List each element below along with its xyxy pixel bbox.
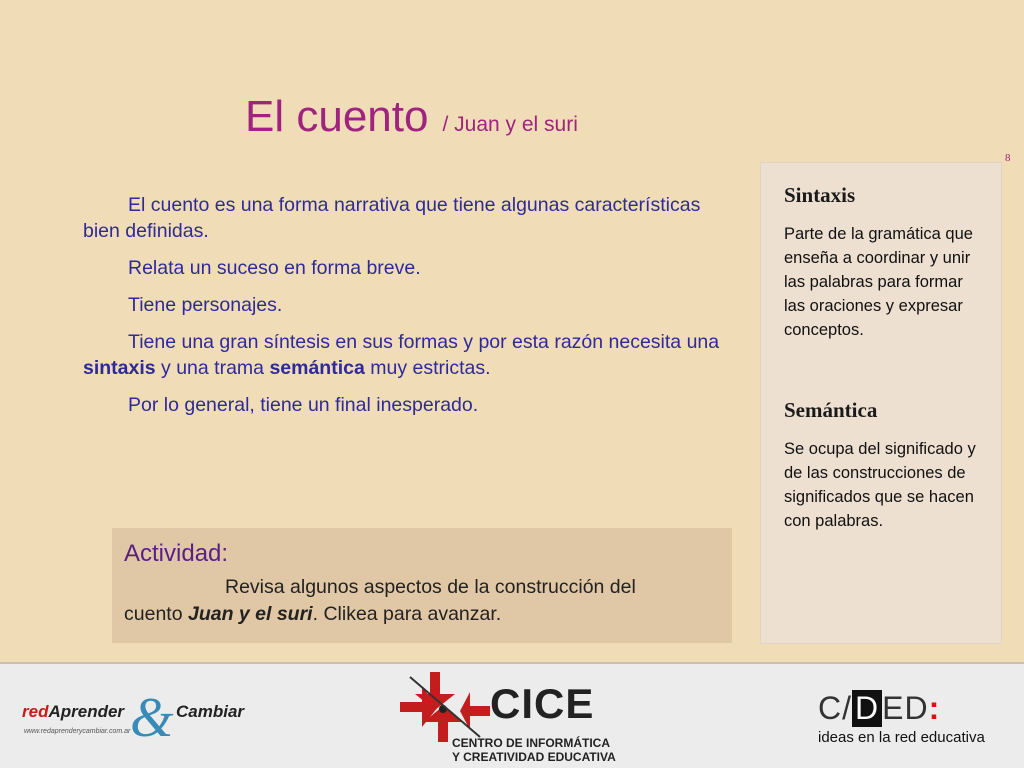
paragraph-4-text-e: muy estrictas. (364, 357, 491, 379)
slide-title (245, 92, 578, 142)
glossary-panel (760, 162, 1002, 644)
redaprender-logo[interactable] (22, 687, 262, 750)
glossary-term-sintaxis: Sintaxis (784, 183, 856, 207)
glossary-def-sintaxis: Parte de la gramática que enseña a coordinar y unir las palabras para formar las oraciones y expresar conceptos. (784, 225, 973, 339)
title-main: El cuento (245, 92, 429, 141)
cided-ed: ED (882, 690, 929, 726)
page-number: 8 (1005, 152, 1011, 164)
keyword-semantica: semántica (269, 357, 365, 379)
paragraph-4-text-c: y una trama (155, 357, 270, 379)
cided-logo[interactable] (818, 690, 1008, 760)
footer-logos (0, 664, 1024, 768)
activity-box[interactable] (112, 528, 732, 643)
activity-text-a: Revisa algunos aspectos de la construcción del cuento (124, 576, 636, 625)
paragraph-3: Tiene personajes. (128, 294, 283, 316)
cice-logo[interactable] (400, 666, 640, 766)
keyword-sintaxis: sintaxis (83, 357, 156, 379)
glossary-term-semantica: Semántica (784, 398, 878, 422)
cice-name: CICE (490, 680, 595, 727)
cided-tagline: ideas en la red educativa (818, 729, 985, 746)
cice-line-2: Y CREATIVIDAD EDUCATIVA (452, 750, 616, 764)
body-text (83, 192, 723, 429)
paragraph-4-text-a: Tiene una gran síntesis en sus formas y por esta razón necesita una (128, 331, 720, 353)
paragraph-5: Por lo general, tiene un final inesperado. (128, 394, 479, 416)
cice-line-1: CENTRO DE INFORMÁTICA (452, 736, 610, 750)
paragraph-1: El cuento es una forma narrativa que tiene algunas características bien definidas. (83, 194, 701, 242)
ra-aprender: Aprender (48, 702, 125, 721)
cided-mark (818, 690, 1008, 727)
cided-colon: : (928, 690, 941, 726)
glossary-def-semantica: Se ocupa del significado y de las construcciones de significados que se hacen con palabras. (784, 440, 976, 530)
activity-text (124, 574, 684, 628)
story-title: Juan y el suri (187, 603, 313, 625)
cided-c: C/ (818, 690, 852, 726)
paragraph-4 (83, 329, 723, 381)
ra-cambiar: Cambiar (176, 702, 245, 721)
ra-red: red (22, 702, 49, 721)
activity-heading: Actividad: (124, 540, 229, 567)
activity-text-c: . Clikea para avanzar. (312, 603, 502, 625)
paragraph-2: Relata un suceso en forma breve. (128, 257, 421, 279)
ra-url: www.redaprenderycambiar.com.ar (24, 728, 131, 735)
ampersand-icon: & (130, 687, 174, 749)
cided-d: D (852, 690, 882, 727)
cice-arrows-icon (400, 672, 490, 742)
title-subtitle: / Juan y el suri (442, 113, 578, 136)
